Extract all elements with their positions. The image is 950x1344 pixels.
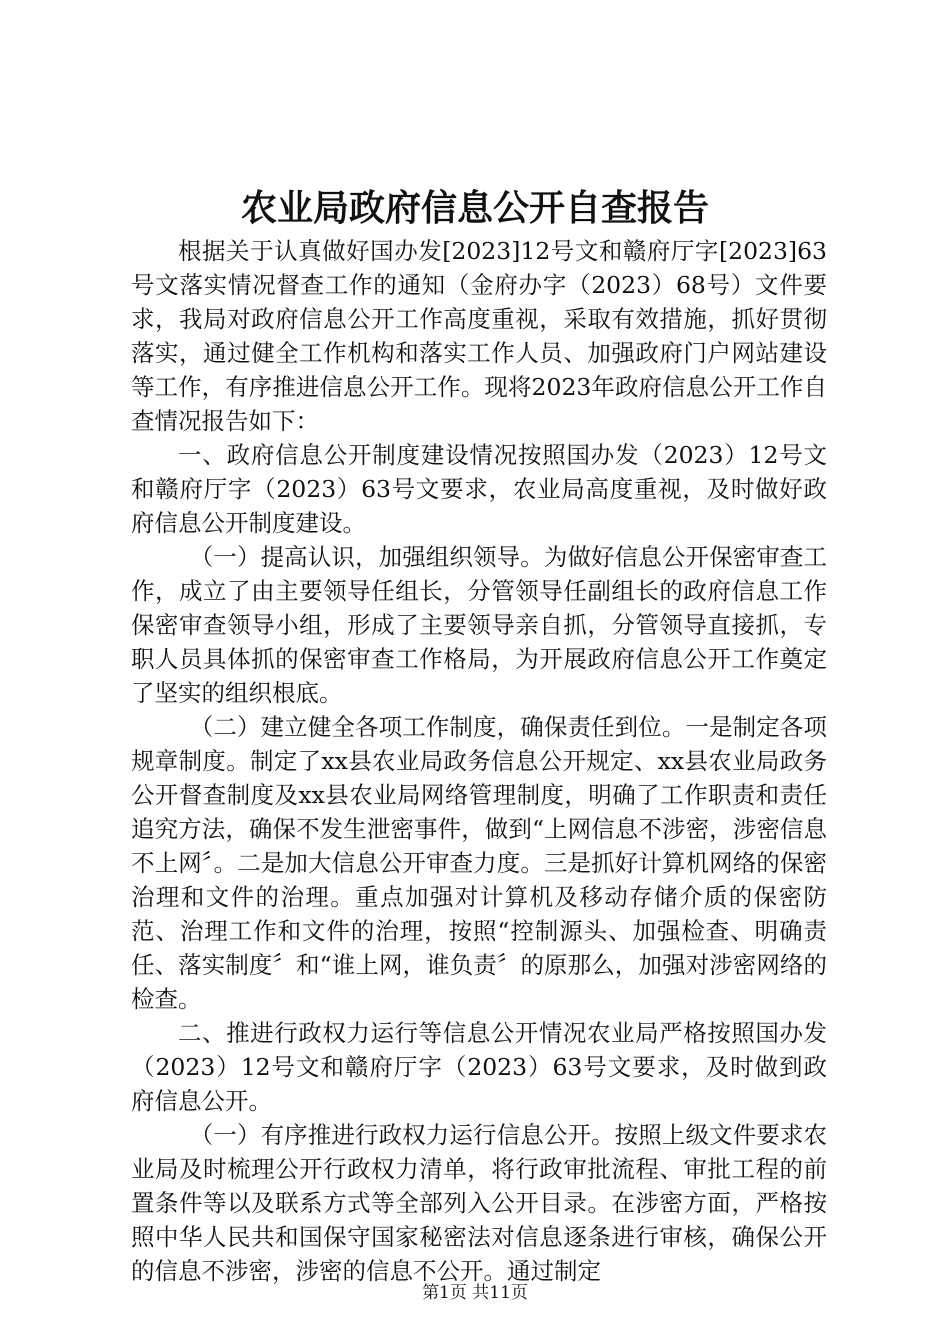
paragraph-section-2: 二、推进行政权力运行等信息公开情况农业局严格按照国办发（2023）12号文和赣府厅字（2023）63号文要求，及时做到政府信息公开。	[131, 1019, 827, 1115]
paragraph-subsection-1-2: （二）建立健全各项工作制度，确保责任到位。一是制定各项规章制度。制定了xx县农业局政务信息公开规定、xx县农业局政务公开督查制度及xx县农业局网络管理制度，明确了工作职责和责任追究方法，确保不发生泄密事件，做到“上网信息不涉密，涉密信息不上网〞。二是加大信息公开审查力度。三是抓好计算机网络的保密治理和文件的治理。重点加强对计算机及移动存储介质的保密防范、治理工作和文件的治理，按照“控制源头、加强检查、明确责任、落实制度〞和“谁上网，谁负责〞的原那么，加强对涉密网络的检查。	[131, 713, 827, 1013]
paragraph-intro: 根据关于认真做好国办发[2023]12号文和赣府厅字[2023]63号文落实情况督查工作的通知（金府办字（2023）68号）文件要求，我局对政府信息公开工作高度重视，采取有效措施，抓好贯彻落实，通过健全工作机构和落实工作人员、加强政府门户网站建设等工作，有序推进信息公开工作。现将2023年政府信息公开工作自查情况报告如下：	[131, 237, 827, 435]
paragraph-section-1: 一、政府信息公开制度建设情况按照国办发（2023）12号文和赣府厅字（2023）63号文要求，农业局高度重视，及时做好政府信息公开制度建设。	[131, 441, 827, 537]
paragraph-subsection-1-1: （一）提高认识，加强组织领导。为做好信息公开保密审查工作，成立了由主要领导任组长，分管领导任副组长的政府信息工作保密审查领导小组，形成了主要领导亲自抓，分管领导直接抓，专职人员具体抓的保密审查工作格局，为开展政府信息公开工作奠定了坚实的组织根底。	[131, 543, 827, 707]
page-number-footer: 第1页 共11页	[422, 1283, 528, 1303]
paragraph-subsection-2-1: （一）有序推进行政权力运行信息公开。按照上级文件要求农业局及时梳理公开行政权力清单，将行政审批流程、审批工程的前置条件等以及联系方式等全部列入公开目录。在涉密方面，严格按照中华人民共和国保守国家秘密法对信息逐条进行审核，确保公开的信息不涉密，涉密的信息不公开。通过制定	[131, 1121, 827, 1285]
document-title: 农业局政府信息公开自查报告	[240, 187, 709, 229]
document-body	[131, 234, 827, 1288]
